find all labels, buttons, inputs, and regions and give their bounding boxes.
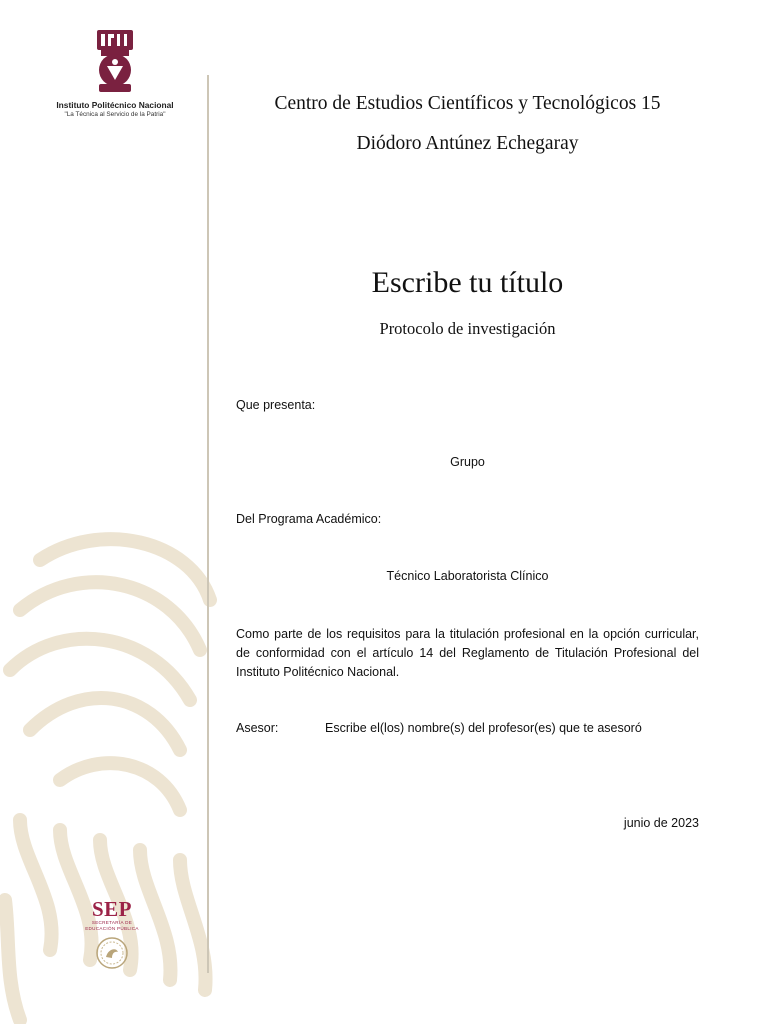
ipn-logo: [40, 26, 190, 118]
program-label: Del Programa Académico:: [236, 512, 382, 526]
advisor-label: Asesor:: [236, 721, 279, 735]
sep-logo-subtitle-2: EDUCACIÓN PÚBLICA: [85, 925, 139, 931]
requirements-paragraph: Como parte de los requisitos para la titulación profesional en la opción curricular, de conformidad con el artículo 14 del Reglamento de Titulación Profesional del Instituto Politécnico Nacional.: [236, 627, 699, 679]
school-name-line: Centro de Estudios Científicos y Tecnológicos 15: [274, 93, 661, 114]
institution-name: Instituto Politécnico Nacional: [56, 100, 174, 110]
document-subtitle: Protocolo de investigación: [379, 319, 556, 338]
advisor-field[interactable]: Escribe el(los) nombre(s) del profesor(es) que te asesoró: [325, 721, 642, 735]
document-title[interactable]: Escribe tu título: [371, 266, 564, 299]
ipn-crest-icon: [91, 26, 139, 96]
presented-by-label: Que presenta:: [236, 398, 316, 412]
school-name-person: Diódoro Antúnez Echegaray: [356, 133, 579, 154]
group-label: Grupo: [450, 455, 485, 469]
vertical-divider: [207, 75, 209, 973]
institution-motto: "La Técnica al Servicio de la Patria": [64, 111, 166, 118]
document-date: junio de 2023: [623, 816, 699, 830]
program-name: Técnico Laboratorista Clínico: [386, 569, 549, 583]
national-seal-icon: [95, 936, 129, 970]
sep-logo-subtitle-1: SECRETARÍA DE: [91, 920, 133, 925]
sep-logo: [74, 898, 150, 970]
sep-logo-text: SEP: [91, 897, 132, 921]
